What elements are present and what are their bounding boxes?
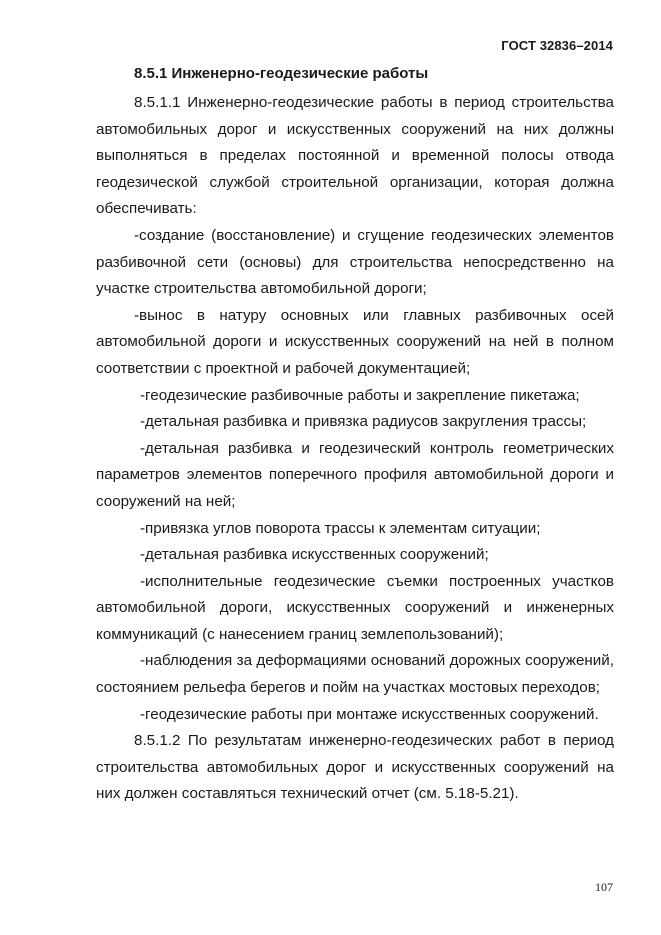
- list-item: -исполнительные геодезические съемки построенных участков автомобильной дороги, искусственных сооружений и инженерных коммуникаций (с нанесением границ землепользований);: [96, 572, 614, 643]
- page-content: [96, 64, 614, 808]
- list-item: -детальная разбивка и привязка радиусов закругления трассы;: [140, 413, 587, 431]
- list-item: -геодезические разбивочные работы и закрепление пикетажа;: [140, 386, 580, 404]
- paragraph-8-5-1-1: 8.5.1.1 Инженерно-геодезические работы в период строительства автомобильных дорог и искусственных сооружений на них должны выполняться в пределах постоянной и временной полосы отвода геодезической службой строительной организации, которая должна обеспечивать:: [96, 94, 614, 218]
- standard-code: ГОСТ 32836–2014: [501, 38, 613, 53]
- list-item: -вынос в натуру основных или главных разбивочных осей автомобильной дороги и искусственных сооружений на ней в полном соответствии с проектной и рабочей документацией;: [96, 306, 614, 377]
- list-item: -наблюдения за деформациями оснований дорожных сооружений, состоянием рельефа берегов и пойм на участках мостовых переходов;: [96, 652, 614, 697]
- page-number: 107: [595, 880, 613, 894]
- list-item: -геодезические работы при монтаже искусственных сооружений.: [140, 705, 599, 723]
- list-item: -привязка углов поворота трассы к элементам ситуации;: [140, 519, 541, 537]
- list-item: -создание (восстановление) и сгущение геодезических элементов разбивочной сети (основы) для строительства непосредственно на участке строительства автомобильной дороги;: [96, 226, 614, 298]
- paragraph-8-5-1-2: 8.5.1.2 По результатам инженерно-геодезических работ в период строительства автомобильных дорог и искусственных сооружений на них должен составляться технический отчет (см. 5.18-5.21).: [96, 732, 614, 803]
- list-item: -детальная разбивка искусственных сооружений;: [140, 546, 489, 564]
- list-item: -детальная разбивка и геодезический контроль геометрических параметров элементов поперечного профиля автомобильной дороги и сооружений на ней;: [96, 439, 614, 510]
- section-title: 8.5.1 Инженерно-геодезические работы: [134, 65, 429, 82]
